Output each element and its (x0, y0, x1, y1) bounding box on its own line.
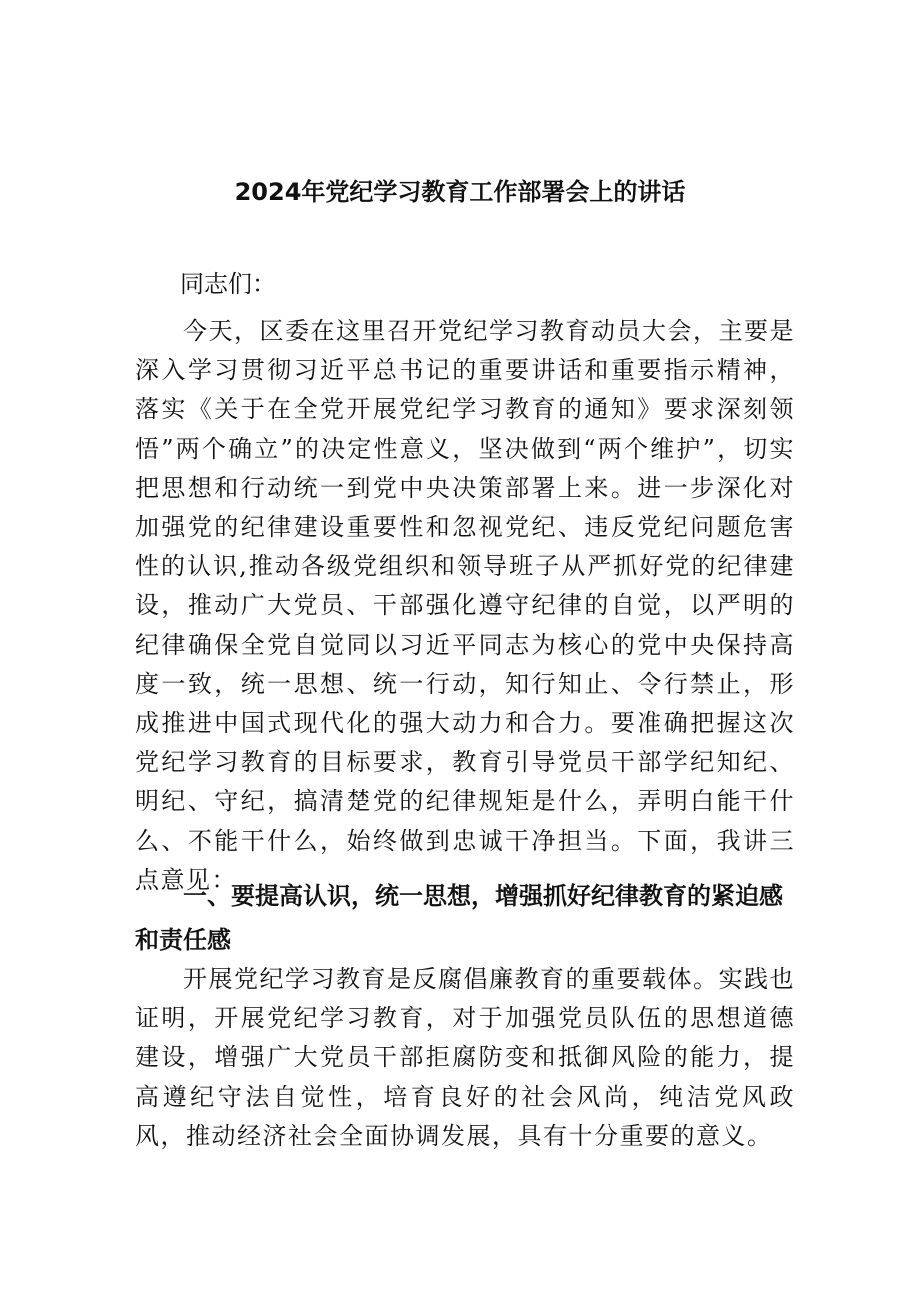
greeting: 同志们： (180, 270, 276, 298)
paragraph-intro: 今天，区委在这里召开党纪学习教育动员大会，主要是深入学习贯彻习近平总书记的重要讲话和重要指示精神，落实《关于在全党开展党纪学习教育的通知》要求深刻领悟”两个确立”的决定性意义，坚决做到“两个维护”，切实把思想和行动统一到党中央决策部署上来。进一步深化对加强党的纪律建设重要性和忽视党纪、违反党纪问题危害性的认识,推动各级党组织和领导班子从严抓好党的纪律建设，推动广大党员、干部强化遵守纪律的自觉，以严明的纪律确保全党自觉同以习近平同志为核心的党中央保持高度一致，统一思想、统一行动，知行知止、令行禁止，形成推进中国式现代化的强大动力和合力。要准确把握这次党纪学习教育的目标要求，教育引导党员干部学纪知纪、明纪、守纪，搞清楚党的纪律规矩是什么，弄明白能干什么、不能干什么，始终做到忠诚干净担当。下面，我讲三点意见： (135, 317, 795, 894)
document-title: 2024年党纪学习教育工作部署会上的讲话 (234, 178, 686, 206)
section-heading-1: 一、要提高认识，统一思想，增强抓好纪律教育的紧迫感和责任感 (135, 882, 783, 954)
paragraph-section-1: 开展党纪学习教育是反腐倡廉教育的重要载体。实践也证明，开展党纪学习教育，对于加强党员队伍的思想道德建设，增强广大党员干部拒腐防变和抵御风险的能力，提高遵纪守法自觉性，培育良好的社会风尚，纯洁党风政风，推动经济社会全面协调发展，具有十分重要的意义。 (135, 965, 795, 1150)
